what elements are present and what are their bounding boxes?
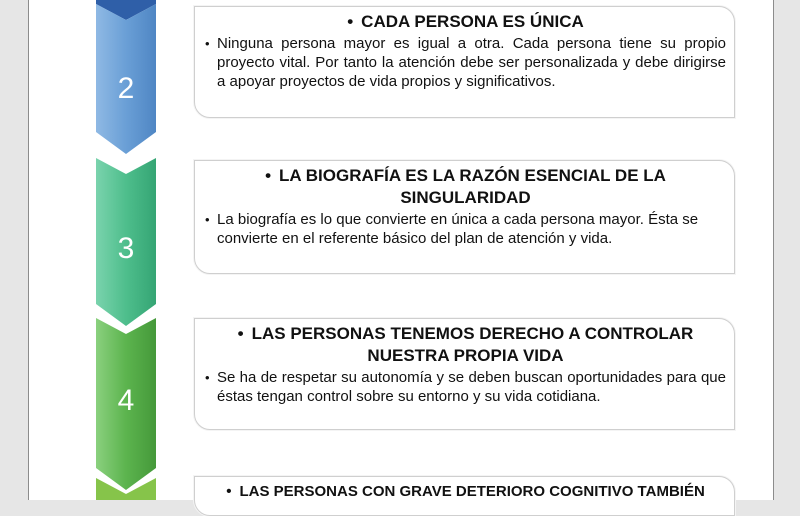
step-4-card xyxy=(194,318,735,430)
step-2-chevron xyxy=(96,4,186,156)
step-4-body: • Se ha de respetar su autonomía y se deben buscan oportunidades para que éstas tengan control sobre su entorno y su vida cotidiana. xyxy=(205,369,726,405)
step-5-card xyxy=(194,476,735,516)
step-2-title: • CADA PERSONA ES ÚNICA xyxy=(347,12,584,31)
step-4-number: 4 xyxy=(117,384,135,417)
step-2-body: • Ninguna persona mayor es igual a otra. Cada persona tiene su propio proyecto vital. Por tanto la atención debe ser personalizada y debe dirigirse a apoyar proyectos de vida propios y significativos. xyxy=(205,35,726,90)
step-5-title: • LAS PERSONAS CON GRAVE DETERIORO COGNITIVO TAMBIÉN xyxy=(226,483,705,500)
step-5-chevron xyxy=(96,478,186,500)
step-2-card xyxy=(194,6,735,118)
step-3-body: • La biografía es lo que convierte en única a cada persona mayor. Ésta se convierte en el referente básico del plan de atención y vida. xyxy=(205,211,699,247)
step-4-title: • LAS PERSONAS TENEMOS DERECHO A CONTROLAR NUESTRA PROPIA VIDA xyxy=(237,324,694,365)
step-3-number: 3 xyxy=(117,232,135,265)
step-3-chevron xyxy=(96,158,186,328)
step-3-card xyxy=(194,160,735,274)
document-page xyxy=(28,0,774,500)
step-2-number: 2 xyxy=(117,72,135,105)
step-3-title: • LA BIOGRAFÍA ES LA RAZÓN ESENCIAL DE LA SINGULARIDAD xyxy=(265,166,666,207)
step-4-chevron xyxy=(96,318,186,492)
